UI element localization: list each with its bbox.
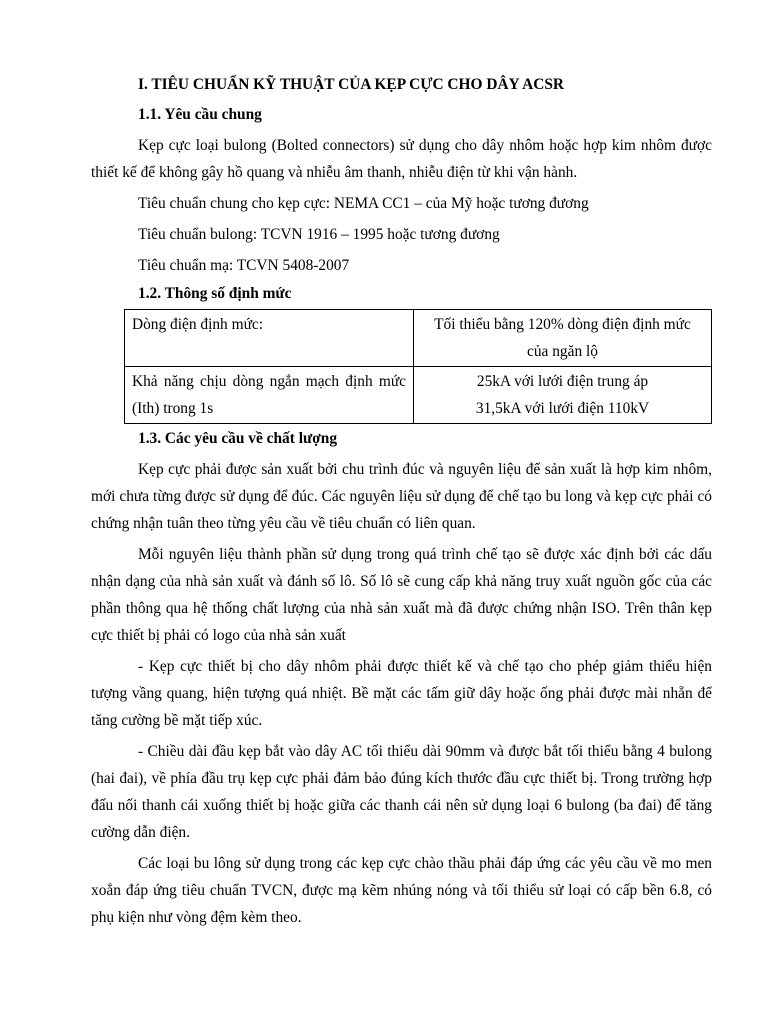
standard-plating: Tiêu chuẩn mạ: TCVN 5408-2007 <box>138 257 350 274</box>
heading-ratings: 1.2. Thông số định mức <box>138 285 292 302</box>
section-title: I. TIÊU CHUẨN KỸ THUẬT CỦA KẸP CỰC CHO DÂY ACSR <box>138 76 565 93</box>
standard-bolt: Tiêu chuẩn bulong: TCVN 1916 – 1995 hoặc tương đương <box>138 226 500 243</box>
table-cell-value <box>414 310 712 367</box>
heading-general-requirements: 1.1. Yêu cầu chung <box>138 106 262 123</box>
standard-general: Tiêu chuẩn chung cho kẹp cực: NEMA CC1 – của Mỹ hoặc tương đương <box>138 195 589 212</box>
table-cell-line: Tối thiểu bằng 120% dòng điện định mức <box>434 316 691 333</box>
table-row <box>125 367 712 424</box>
table-cell-label: Dòng điện định mức: <box>125 310 414 367</box>
ratings-table <box>124 309 712 424</box>
heading-quality-requirements: 1.3. Các yêu cầu về chất lượng <box>138 430 338 447</box>
table-row <box>125 310 712 367</box>
table-cell-line: 25kA với lưới điện trung áp <box>476 373 649 390</box>
table-cell-line: của ngăn lộ <box>527 342 598 360</box>
document-page <box>91 72 712 931</box>
paragraph-clamp-length: - Chiều dài đầu kẹp bắt vào dây AC tối thiểu dài 90mm và được bắt tối thiểu bằng 4 bulong (hai đai), về phía đầu trụ kẹp cực phải đảm bảo đúng kích thước đầu cực thiết bị. Trong trường hợp đấu nối thanh cái xuống thiết bị hoặc giữa các thanh cái nên sử dụng loại 6 bulong (ba đai) để tăng cường dẫn điện. <box>91 743 712 841</box>
table-cell-line: 31,5kA với lưới điện 110kV <box>475 399 650 417</box>
paragraph-bolts: Các loại bu lông sử dụng trong các kẹp cực chào thầu phải đáp ứng các yêu cầu về mo men xoắn đáp ứng tiêu chuẩn TVCN, được mạ kẽm nhúng nóng và tối thiểu sử loại có cấp bền 6.8, có phụ kiện như vòng đệm kèm theo. <box>91 855 712 926</box>
table-cell-value <box>414 367 712 424</box>
table-cell-label: Khả năng chịu dòng ngắn mạch định mức (Ith) trong 1s <box>125 367 414 424</box>
paragraph-casting: Kẹp cực phải được sản xuất bởi chu trình đúc và nguyên liệu để sản xuất là hợp kim nhôm, mới chưa từng được sử dụng để đúc. Các nguyên liệu sử dụng để chế tạo bu long và kẹp cực phải có chứng nhận tuân theo từng yêu cầu về tiêu chuẩn có liên quan. <box>91 461 712 532</box>
paragraph-traceability: Mỗi nguyên liệu thành phần sử dụng trong quá trình chế tạo sẽ được xác định bởi các dấu nhận dạng của nhà sản xuất và đánh số lô. Số lô sẽ cung cấp khả năng truy xuất nguồn gốc của các phần thông qua hệ thống chất lượng của nhà sản xuất mà đã được chứng nhận ISO. Trên thân kẹp cực thiết bị phải có logo của nhà sản xuất <box>91 546 712 644</box>
paragraph-bolted-connectors: Kẹp cực loại bulong (Bolted connectors) sử dụng cho dây nhôm hoặc hợp kim nhôm được thiết kế để không gây hồ quang và nhiễu âm thanh, nhiễu điện từ khi vận hành. <box>91 137 712 181</box>
paragraph-corona: - Kẹp cực thiết bị cho dây nhôm phải được thiết kế và chế tạo cho phép giảm thiểu hiện tượng vầng quang, hiện tượng quá nhiệt. Bề mặt các tấm giữ dây hoặc ống phải được mài nhẵn để tăng cường bề mặt tiếp xúc. <box>91 658 712 729</box>
